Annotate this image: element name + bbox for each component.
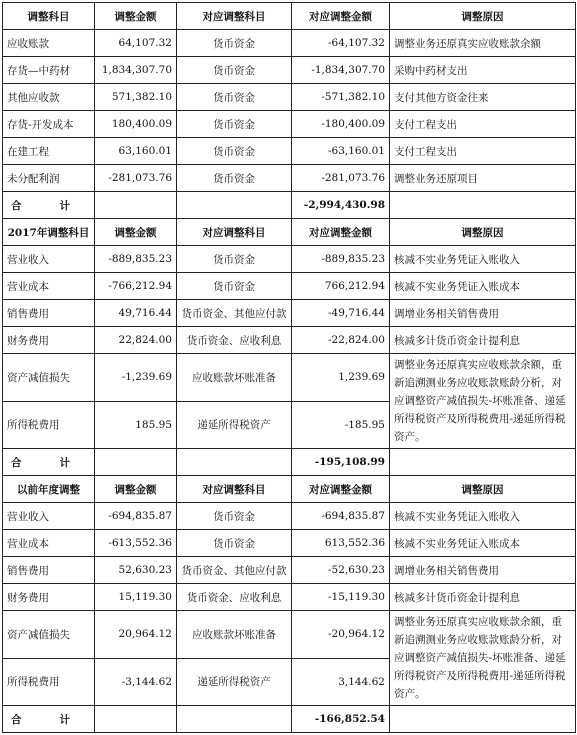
item-cell: 销售费用	[3, 557, 95, 584]
item-cell: 营业成本	[3, 530, 95, 557]
amount-cell: 180,400.09	[95, 111, 177, 138]
counter-cell: 货币资金	[177, 30, 292, 57]
item-cell: 其他应收款	[3, 84, 95, 111]
amount-cell: 20,964.12	[95, 611, 177, 659]
counter-amount-cell: -49,716.44	[292, 300, 390, 327]
total-row	[3, 192, 576, 219]
table-row	[3, 84, 576, 111]
total-label-b: 计	[59, 199, 70, 212]
header-cell: 调整原因	[390, 476, 576, 503]
table-row	[3, 354, 576, 402]
header-cell: 对应调整科目	[177, 3, 292, 30]
total-label	[3, 192, 95, 219]
header-cell: 以前年度调整	[3, 476, 95, 503]
reason-cell: 调增业务相关销售费用	[390, 557, 576, 584]
counter-cell: 递延所得税资产	[177, 401, 292, 449]
item-cell: 所得税费用	[3, 401, 95, 449]
header-cell: 对应调整金额	[292, 219, 390, 246]
counter-cell: 货币资金	[177, 84, 292, 111]
reason-cell: 核减不实业务凭证入账成本	[390, 530, 576, 557]
empty-cell	[390, 192, 576, 219]
adjustment-table	[2, 2, 576, 733]
reason-cell: 调增业务相关销售费用	[390, 300, 576, 327]
table-row	[3, 165, 576, 192]
reason-cell: 核减多计货币资金计提利息	[390, 327, 576, 354]
counter-cell: 应收账款坏账准备	[177, 611, 292, 659]
counter-amount-cell: -1,834,307.70	[292, 57, 390, 84]
reason-cell: 调整业务还原真实应收账款余额	[390, 30, 576, 57]
counter-cell: 货币资金	[177, 246, 292, 273]
header-cell: 调整原因	[390, 3, 576, 30]
reason-cell: 采购中药材支出	[390, 57, 576, 84]
item-cell: 所得税费用	[3, 658, 95, 706]
counter-cell: 货币资金、其他应付款	[177, 557, 292, 584]
section2-header-row	[3, 219, 576, 246]
counter-amount-cell: -281,073.76	[292, 165, 390, 192]
counter-amount-cell: 1,239.69	[292, 354, 390, 402]
counter-amount-cell: -185.95	[292, 401, 390, 449]
counter-amount-cell: -22,824.00	[292, 327, 390, 354]
counter-cell: 货币资金、其他应付款	[177, 300, 292, 327]
table-row	[3, 584, 576, 611]
total-label-a: 合	[11, 713, 22, 726]
item-cell: 营业收入	[3, 246, 95, 273]
amount-cell: 49,716.44	[95, 300, 177, 327]
table-row	[3, 57, 576, 84]
total-label-a: 合	[11, 456, 22, 469]
amount-cell: -3,144.62	[95, 658, 177, 706]
counter-amount-cell: -571,382.10	[292, 84, 390, 111]
header-cell: 对应调整金额	[292, 3, 390, 30]
total-value: -166,852.54	[292, 706, 390, 733]
amount-cell: 185.95	[95, 401, 177, 449]
table-row	[3, 557, 576, 584]
item-cell: 未分配利润	[3, 165, 95, 192]
header-cell: 2017年调整科目	[3, 219, 95, 246]
table-row	[3, 273, 576, 300]
total-label	[3, 449, 95, 476]
amount-cell: -1,239.69	[95, 354, 177, 402]
table-row	[3, 327, 576, 354]
header-cell: 调整原因	[390, 219, 576, 246]
table-row	[3, 30, 576, 57]
reason-cell: 支付其他方资金往来	[390, 84, 576, 111]
reason-cell: 核减多计货币资金计提利息	[390, 584, 576, 611]
amount-cell: 63,160.01	[95, 138, 177, 165]
header-cell: 调整金额	[95, 219, 177, 246]
counter-amount-cell: -889,835.23	[292, 246, 390, 273]
counter-cell: 货币资金	[177, 503, 292, 530]
counter-cell: 货币资金	[177, 138, 292, 165]
header-cell: 调整金额	[95, 3, 177, 30]
item-cell: 资产减值损失	[3, 611, 95, 659]
counter-amount-cell: -694,835.87	[292, 503, 390, 530]
amount-cell: -889,835.23	[95, 246, 177, 273]
amount-cell: 571,382.10	[95, 84, 177, 111]
counter-amount-cell: -52,630.23	[292, 557, 390, 584]
empty-cell	[95, 192, 177, 219]
table-row	[3, 503, 576, 530]
empty-cell	[95, 706, 177, 733]
item-cell: 存货-开发成本	[3, 111, 95, 138]
total-label	[3, 706, 95, 733]
amount-cell: 64,107.32	[95, 30, 177, 57]
header-cell: 调整科目	[3, 3, 95, 30]
amount-cell: 15,119.30	[95, 584, 177, 611]
empty-cell	[390, 706, 576, 733]
table-row	[3, 111, 576, 138]
amount-cell: -613,552.36	[95, 530, 177, 557]
counter-amount-cell: -64,107.32	[292, 30, 390, 57]
table-row	[3, 300, 576, 327]
item-cell: 财务费用	[3, 584, 95, 611]
header-cell: 调整金额	[95, 476, 177, 503]
counter-cell: 货币资金	[177, 165, 292, 192]
item-cell: 存货—中药材	[3, 57, 95, 84]
merged-reason-cell: 调整业务还原真实应收账款余额，重新追溯测业务应收账款账龄分析，对应调整资产减值损失-坏账准备、递延所得税资产及所得税费用-递延所得税资产。	[390, 354, 576, 449]
counter-cell: 货币资金	[177, 111, 292, 138]
header-cell: 对应调整科目	[177, 476, 292, 503]
counter-amount-cell: 613,552.36	[292, 530, 390, 557]
counter-cell: 货币资金	[177, 57, 292, 84]
reason-cell: 核减不实业务凭证入账收入	[390, 503, 576, 530]
amount-cell: 22,824.00	[95, 327, 177, 354]
empty-cell	[177, 449, 292, 476]
item-cell: 在建工程	[3, 138, 95, 165]
total-label-a: 合	[11, 199, 22, 212]
counter-cell: 货币资金、应收利息	[177, 327, 292, 354]
counter-amount-cell: 766,212.94	[292, 273, 390, 300]
amount-cell: -281,073.76	[95, 165, 177, 192]
table-row	[3, 611, 576, 659]
empty-cell	[95, 449, 177, 476]
header-cell: 对应调整金额	[292, 476, 390, 503]
table-row	[3, 530, 576, 557]
counter-amount-cell: -20,964.12	[292, 611, 390, 659]
total-label-b: 计	[59, 456, 70, 469]
total-row	[3, 449, 576, 476]
total-label-b: 计	[59, 713, 70, 726]
counter-amount-cell: -180,400.09	[292, 111, 390, 138]
counter-amount-cell: -15,119.30	[292, 584, 390, 611]
counter-amount-cell: 3,144.62	[292, 658, 390, 706]
counter-cell: 应收账款坏账准备	[177, 354, 292, 402]
empty-cell	[177, 706, 292, 733]
table-row	[3, 138, 576, 165]
header-cell: 对应调整科目	[177, 219, 292, 246]
section3-header-row	[3, 476, 576, 503]
counter-cell: 递延所得税资产	[177, 658, 292, 706]
reason-cell: 核减不实业务凭证入账收入	[390, 246, 576, 273]
amount-cell: -694,835.87	[95, 503, 177, 530]
item-cell: 资产减值损失	[3, 354, 95, 402]
section1-header-row	[3, 3, 576, 30]
reason-cell: 支付工程支出	[390, 111, 576, 138]
item-cell: 营业成本	[3, 273, 95, 300]
item-cell: 应收账款	[3, 30, 95, 57]
merged-reason-cell: 调整业务还原真实应收账款余额，重新追溯测业务应收账款账龄分析，对应调整资产减值损失-坏账准备、递延所得税资产及所得税费用-递延所得税资产。	[390, 611, 576, 706]
total-value: -2,994,430.98	[292, 192, 390, 219]
amount-cell: -766,212.94	[95, 273, 177, 300]
item-cell: 营业收入	[3, 503, 95, 530]
reason-cell: 支付工程支出	[390, 138, 576, 165]
reason-cell: 调整业务还原项目	[390, 165, 576, 192]
total-row	[3, 706, 576, 733]
table-row	[3, 246, 576, 273]
counter-cell: 货币资金	[177, 530, 292, 557]
empty-cell	[177, 192, 292, 219]
amount-cell: 52,630.23	[95, 557, 177, 584]
amount-cell: 1,834,307.70	[95, 57, 177, 84]
counter-cell: 货币资金	[177, 273, 292, 300]
reason-cell: 核减不实业务凭证入账成本	[390, 273, 576, 300]
item-cell: 销售费用	[3, 300, 95, 327]
item-cell: 财务费用	[3, 327, 95, 354]
empty-cell	[390, 449, 576, 476]
total-value: -195,108.99	[292, 449, 390, 476]
counter-amount-cell: -63,160.01	[292, 138, 390, 165]
counter-cell: 货币资金、应收利息	[177, 584, 292, 611]
